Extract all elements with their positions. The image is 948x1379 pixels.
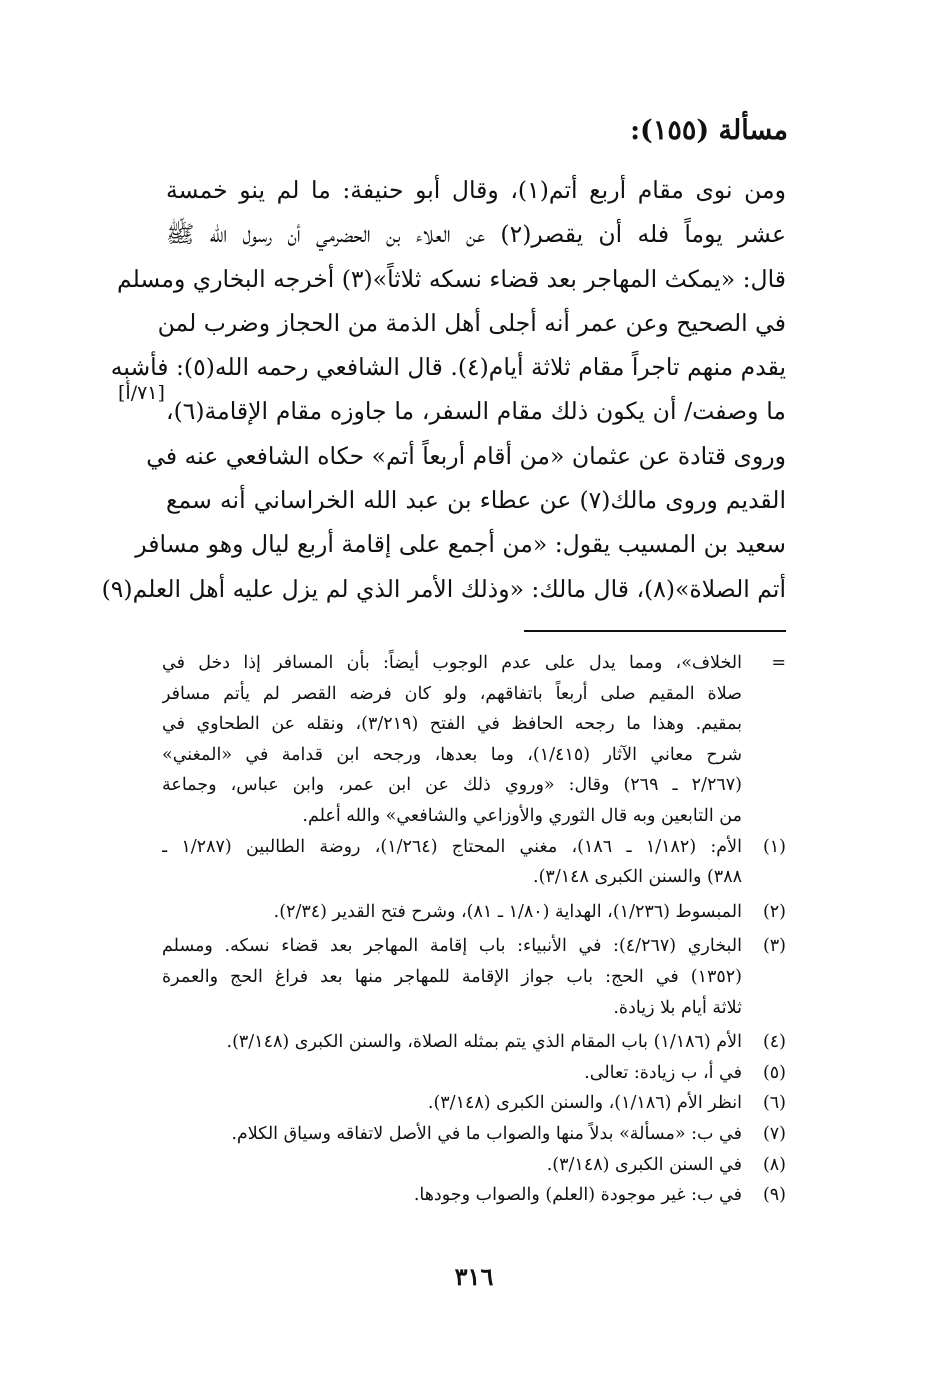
footnote-line (162, 801, 786, 832)
footnote-line (162, 1088, 786, 1119)
footnote-line (162, 1119, 786, 1150)
footnote-line (162, 962, 786, 993)
footnote-separator (524, 630, 786, 632)
manuscript-folio-marker: [٧١/أ] (118, 382, 165, 404)
footnote-text: بمقيم. وهذا ما رجحه الحافظ في الفتح (٣/٢١٩)، ونقله عن الطحاوي في (162, 714, 742, 735)
main-text-line: ومن نوى مقام أربع أتم(١)، وقال أبو حنيفة: ما لم ينو خمسة (166, 176, 786, 204)
footnote-line (162, 993, 786, 1024)
footnote-line (162, 648, 786, 679)
footnote-text: في ب: غير موجودة (العلم) والصواب وجودها. (413, 1185, 742, 1206)
footnote-line (162, 740, 786, 771)
footnote-number: (٩) (762, 1185, 786, 1206)
footnote-text: صلاة المقيم صلى أربعاً باتفاقهم، ولو كان فرضه القصر لم يأتم مسافر (162, 683, 742, 704)
footnote-line (162, 832, 786, 863)
footnote-text: انظر الأم (١/١٨٦)، والسنن الكبرى (٣/١٤٨). (427, 1093, 742, 1114)
footnote-text: الخلاف»، ومما يدل على عدم الوجوب أيضاً: بأن المسافر إذا دخل في (162, 653, 742, 673)
main-text-line: عشر يوماً فله أن يقصر(٢) عن العلاء بن الحضرمي أن رسول الله ﷺ (166, 220, 786, 249)
footnote-line (162, 1027, 786, 1058)
main-text-line: وروى قتادة عن عثمان «من أقام أربعاً أتم» حكاه الشافعي عنه في (146, 441, 786, 470)
footnote-number: (٨) (762, 1154, 786, 1175)
footnote-number: (٤) (762, 1032, 786, 1053)
main-text-line: قال: «يمكث المهاجر بعد قضاء نسكه ثلاثاً»(٣) أخرجه البخاري ومسلم (117, 264, 786, 293)
main-text-line: أتم الصلاة»(٨)، قال مالك: «وذلك الأمر الذي لم يزل عليه أهل العلم(٩) (101, 574, 786, 603)
footnotes (162, 648, 786, 1211)
footnote-text: من التابعين وبه قال الثوري والأوزاعي والشافعي» والله أعلم. (302, 805, 742, 826)
footnote-line (162, 1150, 786, 1181)
main-text-line: ما وصفت/ أن يكون ذلك مقام السفر، ما جاوزه مقام الإقامة(٦)، (166, 397, 786, 426)
footnote-number: (٥) (762, 1062, 786, 1083)
footnote-text: في السنن الكبرى (٣/١٤٨). (546, 1154, 742, 1175)
footnote-text: في أ، ب زيادة: تعالى. (584, 1062, 742, 1083)
section-heading: مسألة (١٥٥): (630, 115, 788, 146)
footnote-number: (٦) (762, 1093, 786, 1114)
footnote-line (162, 931, 786, 962)
footnote-number: (٢) (762, 901, 786, 922)
footnote-text: الأم: (١/١٨٢ ـ ١٨٦)، مغني المحتاج (١/٢٦٤)، روضة الطالبين (١/٢٨٧ ـ (162, 836, 742, 857)
footnote-line (162, 897, 786, 928)
footnote-line (162, 770, 786, 801)
footnote-text: (٢/٢٦٧ ـ ٢٦٩) وقال: «وروي ذلك عن ابن عمر، وابن عباس، وجماعة (162, 775, 742, 796)
main-text-line: سعيد بن المسيب يقول: «من أجمع على إقامة أربع ليال وهو مسافر (135, 530, 786, 559)
footnote-line (162, 862, 786, 893)
footnote-text: البخاري (٤/٢٦٧): في الأنبياء: باب إقامة المهاجر بعد قضاء نسكه. ومسلم (162, 936, 742, 957)
footnote-number: (٣) (762, 936, 786, 957)
footnote-number: = (771, 653, 786, 673)
footnote-line (162, 679, 786, 710)
footnote-line (162, 1180, 786, 1211)
footnote-line (162, 1058, 786, 1089)
footnote-text: الأم (١/١٨٦) باب المقام الذي يتم بمثله الصلاة، والسنن الكبرى (٣/١٤٨). (226, 1032, 742, 1053)
footnote-line (162, 709, 786, 740)
footnote-text: المبسوط (١/٢٣٦)، الهداية (١/٨٠ ـ ٨١)، وشرح فتح القدير (٢/٣٤). (273, 901, 742, 922)
page-number: ٣١٦ (454, 1262, 494, 1291)
main-text-line: في الصحيح وعن عمر أنه أجلى أهل الذمة من الحجاز وضرب لمن (157, 308, 786, 337)
footnote-text: ثلاثة أيام بلا زيادة. (613, 997, 742, 1018)
footnote-text: في ب: «مسألة» بدلاً منها والصواب ما في الأصل لاتفاقه وسياق الكلام. (231, 1123, 742, 1144)
footnote-number: (٧) (762, 1123, 786, 1144)
footnote-text: ٣٨٨) والسنن الكبرى ٣/١٤٨). (533, 867, 742, 888)
footnote-number: (١) (762, 836, 786, 857)
main-text-line: القديم وروى مالك(٧) عن عطاء بن عبد الله الخراساني أنه سمع (166, 486, 786, 515)
main-text-line: يقدم منهم تاجراً مقام ثلاثة أيام(٤). قال الشافعي رحمه الله(٥): فأشبه (110, 353, 786, 382)
footnote-text: (١٣٥٢) في الحج: باب جواز الإقامة للمهاجر منها بعد فراغ الحج والعمرة (162, 966, 742, 987)
footnote-text: شرح معاني الآثار (١/٤١٥)، وما بعدها، ورجحه ابن قدامة في «المغني» (162, 744, 742, 765)
